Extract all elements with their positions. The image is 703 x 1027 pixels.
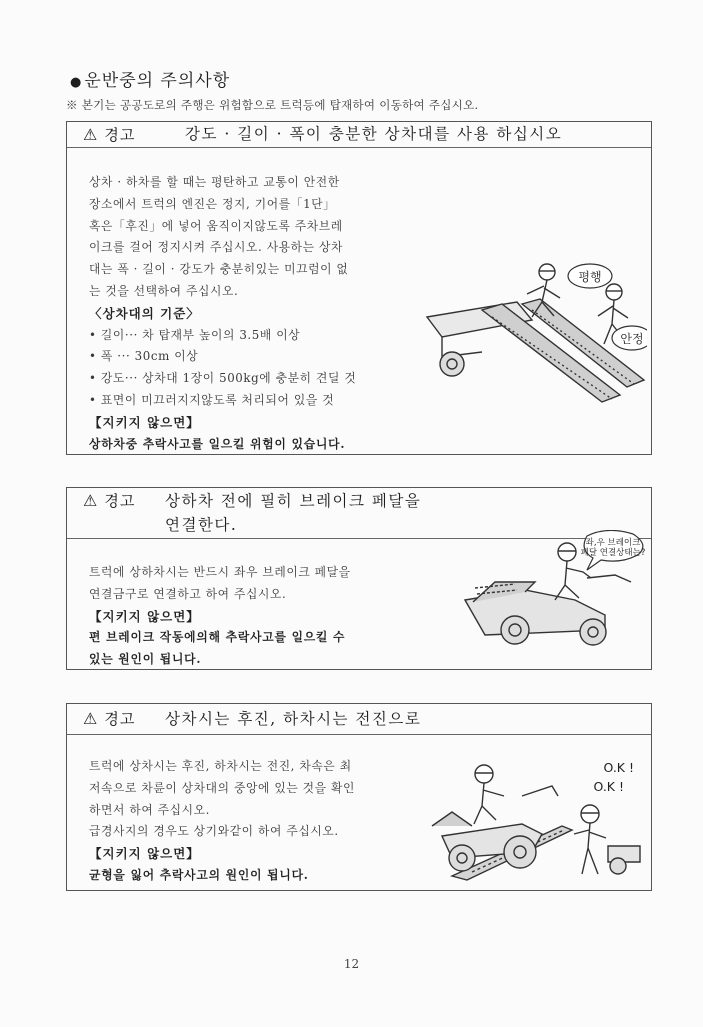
speech-bubble: [581, 530, 646, 570]
bubble-text-line1: 좌,우 브레이크: [585, 538, 641, 548]
warning-label: 경고: [104, 710, 136, 728]
warning-triangle-icon: ⚠: [83, 491, 99, 510]
criteria-title: 〈상차대의 기준〉: [89, 305, 200, 321]
page-number: 12: [343, 957, 360, 971]
consequence-text: 균형을 잃어 추락사고의 원인이 됩니다.: [89, 867, 309, 882]
bubble-text-line2: 페달 연결상태는?: [580, 548, 646, 558]
speech-bubble: [568, 264, 612, 288]
ok-label: O.K !: [603, 760, 634, 775]
section-title: ● 운반중의 주의사항: [70, 71, 231, 91]
transport-note: ※ 본기는 공공도로의 주행은 위험함으로 트럭등에 탑재하여 이동하여 주십시오.: [66, 98, 479, 112]
criteria-item: • 길이··· 차 탑재부 높이의 3.5배 이상: [89, 327, 301, 342]
bubble-text-parallel: 평행: [578, 270, 602, 284]
consequence-text: 있는 원인이 됩니다.: [89, 652, 202, 667]
ramp-loading-illustration: [422, 262, 647, 432]
warning-body: 트럭에 상차시는 후진, 하차시는 전진, 차속은 최 저속으로 차륜이 상차대의 중앙에 있는 것을 확인 하면서 하여 주십시오. 급경사지의 경우도 상기와같이 하여 주십시오. 【지키지 않으면】 균형을 잃어 추락사고의 원인이 됩니다.: [89, 756, 355, 887]
warning-box-ramp: [66, 121, 652, 455]
warning-triangle-icon: ⚠: [83, 125, 99, 144]
bubble-text-stable: 안정: [620, 332, 644, 346]
brake-check-illustration: [455, 530, 647, 658]
consequence-heading: 【지키지 않으면】: [89, 414, 200, 430]
warning-box-direction: [66, 703, 652, 891]
warning-label: 경고: [104, 492, 136, 510]
tractor-ramp-illustration: [412, 756, 642, 882]
warning-label: 경고: [104, 126, 136, 144]
consequence-heading: 【지키지 않으면】: [89, 846, 200, 862]
criteria-item: • 표면이 미끄러지지않도록 처리되어 있을 것: [89, 392, 335, 407]
warning-body: 상차 · 하차를 할 때는 평탄하고 교통이 안전한 장소에서 트럭의 엔진은 정지, 기어를「1단」 혹은「후진」에 넣어 움직이지않도록 주차브레 이크를 걸어 정지시켜 주십시오. 사용하는 상차 대는 폭 · 길이 · 강도가 충분히있는 미끄럼이 없 는 것을 선택하여 주십시오. 〈상차대의 기준〉 • 길이··· 차 탑재부 높이의 3.5배 이상 • 폭 ··· 30cm 이상 • 강도··· 상차대 1장이 500kg에 충분히 견딜 것 • 표면이 미끄러지지않도록 처리되어 있을 것 【지키지 않으면】 상하차중 추락사고를 일으킬 위험이 있습니다.: [89, 172, 356, 455]
ok-label: O.K !: [593, 779, 624, 794]
warning-title: 상차시는 후진, 하차시는 전진으로: [165, 710, 422, 728]
consequence-text: 편 브레이크 작동에의해 추락사고를 일으킬 수: [89, 630, 346, 645]
warning-header: [67, 704, 651, 735]
consequence-heading: 【지키지 않으면】: [89, 608, 200, 624]
speech-bubble: [612, 326, 647, 350]
warning-box-brake: [66, 487, 652, 670]
criteria-item: • 폭 ··· 30cm 이상: [89, 349, 199, 364]
bullet-dot-icon: ●: [70, 75, 83, 90]
warning-title: 상하차 전에 필히 브레이크 페달을 연결한다.: [165, 492, 422, 534]
criteria-item: • 강도··· 상차대 1장이 500kg에 충분히 견딜 것: [89, 371, 357, 386]
warning-triangle-icon: ⚠: [83, 709, 99, 728]
consequence-text: 상하차중 추락사고를 일으킬 위험이 있습니다.: [89, 436, 346, 451]
warning-body: 트럭에 상하차시는 반드시 좌우 브레이크 페달을 연결금구로 연결하고 하여 주십시오. 【지키지 않으면】 편 브레이크 작동에의해 추락사고를 일으킬 수 있는 원인이 됩니다.: [89, 562, 351, 671]
warning-header: [67, 122, 651, 148]
warning-title: 강도 · 길이 · 폭이 충분한 상차대를 사용 하십시오: [185, 125, 563, 143]
